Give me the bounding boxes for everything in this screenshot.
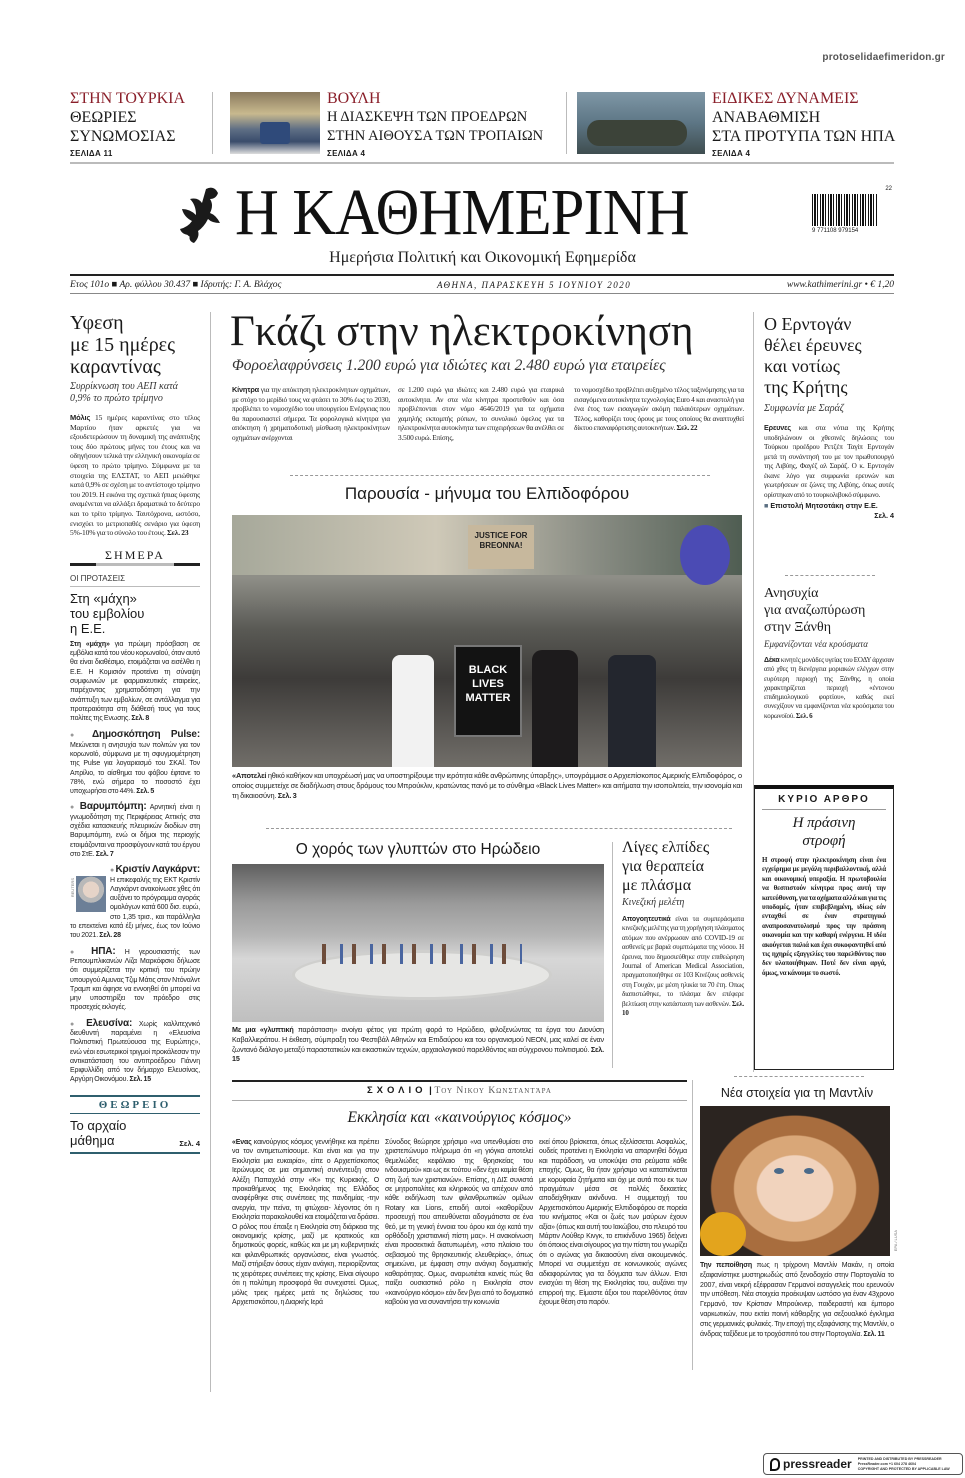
photo-credit: REUTERS [70,878,75,898]
blm-sign: BLACK LIVES MATTER [454,645,522,737]
teaser-title-line: ΣΤΗΝ ΑΙΘΟΥΣΑ ΤΩΝ ΤΡΟΠΑΙΩΝ [327,128,544,144]
headline-line: Ανησυχία [764,586,819,601]
brief-item[interactable]: ● Βαρυμπόμπη: Αρνητική είναι η γνωμοδότηση της Περιφέρειας Αττικής στα σχέδια κατασκευής πλευρικών διοδίων στη Βαρυμπόμπη, ενώ οι δήμοι της περιοχής ετοιμάζονται να προσφύγουν κατά του έργου στο ΣτΕ. Σελ. 7 [70,801,200,858]
main-col-3: το νομοσχέδιο προβλέπει αυξημένο τέλος ταξινόμησης για τα εισαγόμενα αυτοκίνητα τεχνολογίας Euro 4 και αναστολή για ένα έτος των εισαγωγών ακόμη παλαιότερων οχημάτων. Τέλος, καθορίζει τους όρους με τους οποίους θα αναπτυχθεί δίκτυο επαναφόρτισης αυτοκινήτων. Σελ. 22 [574,385,744,433]
headline-line: Λίγες ελπίδες [622,839,710,856]
barcode-number: 9 771108 979154 [812,228,859,234]
brief-item[interactable]: ● ΗΠΑ: Η γερουσιαστής των Ρεπουμπλικανών Λίζα Μαρκόφσκι δήλωσε ότι συμμερίζεται την κριτική του πρώην υπουργού Αμυνας Τζιμ Μάτις στον Ντόναλντ Τραμπ και άφησε να εννοηθεί ότι μπορεί να μην υποστηρίξει τον πρόεδρο στις προσεχείς εκλογές. [70,945,200,1012]
pressreader-logo-icon [770,1458,780,1471]
headline-line: της Κρήτης [764,377,848,397]
headline-line: Ο Ερντογάν [764,314,852,334]
bullet-icon: ● [70,1020,80,1028]
herodeion-photo [232,864,604,1022]
column-rule [210,312,211,1392]
headline-line: καραντίνας [70,356,161,378]
comment-title: Εκκλησία και «καινούργιος κόσμος» [347,1109,572,1126]
masthead-subtitle: Ημερήσια Πολιτική και Οικονομική Εφημερίδα [329,249,636,266]
teaser-2[interactable] [327,90,561,158]
divider [566,92,567,154]
simera-section [70,548,200,566]
comment-author: Του Νικου Κωνσταντάρα [434,1086,552,1096]
comment-section[interactable]: ΣΧΟΛΙΟ | Του Νικου Κωνσταντάρα Εκκλησία και «καινούργιος κόσμος» [232,1080,687,1128]
parliament-photo [230,92,320,154]
erdogan-story[interactable] [764,314,894,520]
pressreader-logo: pressreader [783,1457,852,1471]
teaser-3[interactable] [712,90,894,158]
news-briefs [70,730,200,1084]
issue-info: Ετος 101ο ■ Αρ. φύλλου 30.437 ■ Ιδρυτής: Γ. Α. Βλάχος [70,279,282,290]
story-deck: Κινεζική μελέτη [622,897,685,908]
protest-photo [232,515,742,767]
story-deck: Συρρίκνωση του ΑΕΠ κατά 0,9% το πρώτο τρίμηνο [70,381,178,404]
protest-caption: «Αποτελεί ηθικό καθήκον και υποχρέωσή μας να υποστηρίξουμε την ιερότητα κάθε ανθρώπινης ύπαρξης», υπογράμμισε ο Αρχιεπίσκοπος Αμερικής Ελπιδοφόρος, ο οποίος συμμετείχε σε διαδήλωση στους δρόμους του Μπρούκλιν, κρατώντας πανό με το σύνθημα «Black Lives Matter» και αιτήματα την ισοπολιτεία, την ισονομία και τη δικαιοσύνη. Σελ. 3 [232,771,742,800]
column-rule [692,1080,693,1370]
story-body: Απογοητευτικά είναι τα συμπεράσματα κινεζικής μελέτης για τη χορήγηση πλάσματος ατόμων που ανέρρωσαν από COVID-19 σε ασθενείς με βαριά συμπτώματα της νόσου. Η έρευνα, που δημοσιεύθηκε στην επιθεώρηση Journal of American Medical Association, πραγματοποιήθηκε σε 103 Κινέζους ασθενείς στη Γουχάν, με μέση ηλικία τα 70 έτη. Οπως διαπιστώθηκε, το πλάσμα δεν επέφερε βελτίωση στην κατάσταση των ασθενών. Σελ. 10 [622,915,744,1018]
brief-item[interactable]: ● Δημοσκόπηση Pulse: Μειώνεται η ανησυχία των πολιτών για τον κορωνοϊό, σύμφωνα με τη σφυγμομέτρηση της Pulse για λογαριασμό του ΣΚΑΪ. Τον Απρίλιο, το αίσθημα του φόβου έφτανε το 78%, ενώ σήμερα το ποσοστό έχει υποχωρήσει στο 44%. Σελ. 5 [70,729,200,796]
brief-item[interactable]: ● Ελευσίνα: Χωρίς καλλιτεχνικό διευθυντή παραμένει η «Ελευσίνα Πολιτιστική Πρωτεύουσα της Ευρώπης», ενώ νέοι εσωτερικοί τριγμοί προκάλεσαν την αντικατάσταση του αντιπροέδρου Γιάννη Εριφυλλίδη από τον δήμαρχο Ελευσίνας, Αργύρη Οικονόμου. Σελ. 15 [70,1017,200,1084]
lagarde-photo [76,876,106,912]
teaser-title-line: Η ΔΙΑΣΚΕΨΗ ΤΩΝ ΠΡΟΕΔΡΩΝ [327,109,528,125]
barcode-issue: 22 [885,186,892,192]
pressreader-line: COPYRIGHT AND PROTECTED BY APPLICABLE LAW [857,1466,950,1471]
theoreio-title-line: Το αρχαίο [70,1117,127,1133]
madeleine-body: Την πεποίθηση πως η τρίχρονη Μαντλίν Μακάν, η οποία εξαφανίστηκε μυστηριωδώς από ξενοδοχείο στην Πορτογαλία το 2007, είναι νεκρή εξέφρασαν Γερμανοί εισαγγελείς που ερευνούν την υπόθεση. Νέα στοιχεία προέκυψαν ωστόσο για έναν 43χρονο Γερμανό, τον Κρίστιαν Μπρούκνερ, παιδεραστή και έμπορο ναρκωτικών, που εκτίει ποινή κάθειρξης για σεξουαλικό έγκλημα στις γερμανικές φυλακές. Την εποχή της εξαφάνισης της Μαντλίν, ο άνδρας ταξίδευε με το τροχόσπιτό του στην Πορτογαλία. Σελ. 11 [700,1262,894,1338]
photo-story-headline: Παρουσία - μήνυμα του Ελπιδοφόρου [344,484,630,503]
headline-line: με 15 ημέρες [70,334,175,356]
headline-line: θέλει έρευνες [764,335,862,355]
related-link[interactable]: ■ Επιστολή Μητσοτάκη στην Ε.Ε. [764,501,878,510]
page-ref: Σελ. 4 [874,510,894,520]
comment-col-2: Σύνοδος θεώρησε χρήσιμο «να υπενθυμίσει στο χριστεπώνυμο πλήρωμα ότι «η γιόγκα αποτελεί θεμελιώδες κεφάλαιο της θρησκείας του ινδουισμού» και ως εκ τούτου «δεν έχει καμία θέση στη ζωή των χριστιανών». Επίσης, η ΔΙΣ συνιστά σε μητροπολίτες και κληρικούς να απέχουν από κάθε εκδήλωση των φιλανθρωπικών ομίλων Rotary και Lions, επειδή αυτοί «καθορίζουν προσευχή που απευθύνεται αδογμάτιστα σε ένα θεό, με τη γενική έννοια του όρου και όχι κατά την ορθόδοξη χριστιανική πίστη μας». Η ανακοίνωση είναι προσεκτικά διατυπωμένη, «στο πλαίσιο του σεβασμού της θρησκευτικής ελευθερίας», όπως σημειώνει, με έμφαση στην ανάγκη δογματικής καθαρότητας. Ομως, αναρωτιέται κανείς πώς θα παίξει ουσιαστικό ρόλο η Εκκλησία στον «καινούργιο κόσμο» εάν δεν βγει από το δογματικό καβούκι για να συναντήσει την κοινωνία [385,1139,533,1306]
teaser-page: ΣΕΛΙΔΑ 4 [327,149,366,158]
comment-col-1: «Ενας καινούργιος κόσμος γεννήθηκε και πρέπει να τον αντιμετωπίσουμε. Και είναι και για την Εκκλησία μια ευκαιρία», είπε ο Αρχιεπίσκοπος Ιερώνυμος σε μια σημαντική συνέντευξη στον Αλέξη Παπαχελά στην «Κ» της Κυριακής. Ο προκαθήμενος της Εκκλησίας της Ελλάδος αναφέρθηκε στις συνέπειες της πανδημίας -την ανεργία, την πείνα, τη φτώχεια- λέγοντας ότι η Εκκλησία παρακολουθεί και ετοιμάζεται να δράσει. Ο ρόλος που έπαιξε η Εκκλησία στη διάρκεια της οικονομικής κρίσης, μαζί με κρατικούς και δημοτικούς φορείς, καθώς και με μη κυβερνητικές και φιλανθρωπικές οργανώσεις, είναι γνωστός. Μαζί στήριξαν όσους είχαν ανάγκη, περιορίζοντας τις χειρότερες συνέπειες της κρίσης. Είναι σίγουρο ότι η πολύτιμη προσφορά θα συνεχιστεί. Ομως, μόλις τρεις ημέρες μετά τις δηλώσεις του Αρχιεπισκόπου, η Διαρκής Ιερά [232,1139,379,1306]
page-ref: Σελ. 4 [179,1138,200,1148]
section-divider [734,1076,864,1077]
pressreader-line: PressReader.com +1 604 278 4604 [857,1461,916,1466]
plasma-story[interactable] [622,838,744,1018]
left-column [70,312,200,1402]
theoreio-title-line: μάθημα [70,1132,115,1148]
comment-col-3: εκεί όπου βρίσκεται, όπως εξελίσσεται. Ασφαλώς, ουδείς προτείνει η Εκκλησία να απαρνηθεί δόγμα και παράδοση, να υποκύψει στα ρεύματα κάθε εποχής. Ομως, θα ήταν χρήσιμο να καταπιάνεται με κορυφαία ζητήματα και όχι με αυτά που εκ των πραγμάτων μέσα σε πολλές δεκαετίες αποδείχθηκαν ακίνδυνα. Η συμμετοχή του Αρχιεπισκόπου Αμερικής Ελπιδοφόρου σε πορεία του κινήματος «Και οι ζωές των μαύρων έχουν αξία» (όπως και αυτή του Ιακώβου, στο πλευρό του Μάρτιν Λούθερ Κινγκ, το επικίνδυνο 1965) δείχνει ότι όποιος είναι σίγουρος για την πίστη του γνωρίζει ότι ο αγώνας για δικαιοσύνη είναι οικουμενικός. Μπορεί να συμμετέχει σε κοινωνικούς αγώνες αδιαφορώντας για τα δόγματα των άλλων. Ετσι ενισχύει τη θέση της Εκκλησίας του, αυξάνει την επιρροή της. Είμαστε άξιοι του παρελθόντος όταν έχουμε θέση στο παρόν. [539,1139,688,1306]
madeleine-headline: Νέα στοιχεία για τη Μαντλίν [700,1085,894,1101]
barcode [812,186,892,238]
editorial-label: ΚΥΡΙΟ ΑΡΘΡΟ [778,794,870,805]
protest-sign: JUSTICE FOR BREONNA! [468,525,534,569]
bullet-icon: ● [70,948,82,956]
section-divider [266,828,732,829]
teaser-title-line: ΑΝΑΒΑΘΜΙΣΗ [712,109,821,126]
masthead-title: Η ΚΑΘΗΜΕΡΙΝΗ [235,176,689,249]
teaser-title-line: ΣΤΑ ΠΡΟΤΥΠΑ ΤΩΝ ΗΠΑ [712,128,896,145]
headline-line: Στη «μάχη» [70,590,137,606]
bullet-icon: ● [110,867,115,875]
story-body: Ερευνες και στα νότια της Κρήτης υποδηλώνουν οι χθεσινές δηλώσεις του Τούρκου προέδρου Ρετζέπ Ταγίπ Ερντογάν μετά τη συνάντησή του με τον πρωθυπουργό της Λιβύης, Φαγέζ αλ Σαράζ. Ο κ. Ερντογάν έκανε λόγο για συμφωνία ερευνών και γεωτρήσεων σε ζώνες της Λιβύης, όπως αυτές ορίστηκαν από το τουρκολιβυκό σύμφωνο. [764,423,894,499]
teaser-page: ΣΕΛΙΔΑ 4 [712,149,751,158]
theoreio-section[interactable] [70,1095,200,1154]
pressreader-line: PRINTED AND DISTRIBUTED BY PRESSREADER [857,1456,942,1461]
main-col-1: Κίνητρα για την απόκτηση ηλεκτροκίνητων οχημάτων, με στόχο το μερίδιό τους να φτάσει το 30% έως το 2030, προβλέπει το νομοσχέδιο του υπουργείου Ενέργειας που θα παρουσιαστεί σήμερα. Τα φορολογικά κίνητρα για απόκτηση ή χρηματοδοτική μίσθωση ηλεκτροκίνητων οχημάτων ανέρχονται [232,385,390,442]
headline-line: με πλάσμα [622,877,692,894]
griffin-logo-icon [176,183,228,245]
teaser-bottom-rule [70,162,894,164]
column-rule [612,842,613,1068]
section-divider [785,575,875,576]
teaser-kicker: ΒΟΥΛΗ [327,90,381,107]
divider [212,92,213,154]
story-deck: Συμφωνία με Σαράζ [764,403,844,414]
teaser-title-line: ΣΥΝΩΜΟΣΙΑΣ [70,128,176,145]
brief-item[interactable]: ● Κριστίν Λαγκάρντ: Η επικεφαλής της ΕΚΤ Κριστίν Λαγκάρντ ανακοίνωσε χθες ότι αυξάνει το πρόγραμμα αγοράς ομολόγων κατά 600 δισ. ευρώ, στο 1,35 τρισ., και παράλληλα το επεκτείνει κατά έξι μήνες, έως τον Ιούνιο του 2021. Σελ. 28 REUTERS [70,864,200,940]
comment-label: ΣΧΟΛΙΟ [366,1085,427,1096]
editorial-title-line: στροφή [802,833,846,849]
bullet-icon: ● [70,804,77,812]
section-band: ΘΕΩΡΕΙΟ [98,1098,172,1111]
story-body: Μόλις 15 ημέρες καραντίνας στο τέλος Μαρτίου ήταν αρκετές για να εξουδετερώσουν τη δυναμική της ανάπτυξης τους δύο πρώτους μήνες του έτους και να οδηγήσουν τελικά την ελληνική οικονομία σε ύφεση το πρώτο τρίμηνο. Σύμφωνα με τα στοιχεία της ΕΛΣΤΑΤ, το ΑΕΠ μειώθηκε κατά 0,9% σε σχέση με το αντίστοιχο τρίμηνο του 2019. Η εικόνα της σχετικά ήπιας ύφεσης αναμένεται να αλλάξει δραματικά το δεύτερο και το τρίτο τρίμηνο. Ταυτόχρονα, ωστόσο, ενισχύει το μετριοπαθές σενάριο για ύφεση 5%-10% για το σύνολο του έτους. Σελ. 23 [70,413,200,538]
main-headline[interactable]: Γκάζι στην ηλεκτροκίνηση [230,308,694,355]
teaser-page: ΣΕΛΙΔΑ 11 [70,149,113,158]
story-body: Στη «μάχη» για πρώιμη πρόσβαση σε εμβόλια κατά του νέου κορωνοϊού, όταν αυτό θα είναι διαθέσιμο, ετοιμάζεται να εισέλθει η Ε.Ε. Η Κομισιόν προτείνει τη σύναψη συμφωνιών με φαρμακευτικές εταιρείες, παρέχοντας χρηματοδότηση για την ανάπτυξη των εμβολίων, σε αντάλλαγμα για προτεραιότητα στη διάθεσή τους για τους πολίτες της Ενωσης. Σελ. 8 [70,640,200,723]
main-col-2: σε 1.200 ευρώ για ιδιώτες και 2.480 ευρώ για εταιρικά αυτοκίνητα. Αν στα νέα κίνητρα προστεθούν και όσα προβλέπονται στον νόμο 4646/2019 για τα οχήματα χαμηλής εκπομπής ρύπων, το συνολικό όφελος για τα ηλεκτροκίνητα αυτοκίνητα των επιχειρήσεων θα ανέλθει σε 3.500 ευρώ. Επίσης, [398,385,564,442]
headline-line: η Ε.Ε. [70,620,106,636]
special-forces-photo [577,92,705,154]
xanthi-story[interactable] [764,585,894,721]
bullet-icon: ● [70,732,83,740]
section-kicker: ΟΙ ΠΡΟΤΑΣΕΙΣ [70,574,200,587]
headline-line: του εμβολίου [70,605,145,621]
masthead-infobar [70,274,894,294]
teaser-kicker: ΕΙΔΙΚΕΣ ΔΥΝΑΜΕΙΣ [712,90,859,107]
headline-line: για αναζωπύρωση [764,603,866,618]
pressreader-badge[interactable] [763,1453,963,1475]
page-ref: Σελ. 23 [166,528,189,538]
issue-date: ΑΘΗΝΑ, ΠΑΡΑΣΚΕΥΗ 5 ΙΟΥΝΙΟΥ 2020 [436,279,632,290]
headline-line: στην Ξάνθη [764,620,832,635]
main-deck: Φοροελαφρύνσεις 1.200 ευρώ για ιδιώτες και 2.480 ευρώ για εταιρείες [232,357,666,374]
recession-story[interactable] [70,312,200,538]
story-body: Δέκα κινητές μονάδες υγείας του ΕΟΔΥ άρχισαν από χθες τη διενέργεια μοριακών ελέγχων στην ευρύτερη περιοχή της Ξάνθης, η οποία χαρακτηρίζεται περιοχή «έντονου επιδημιολογικού φορτίου», καθώς εκεί συνεχίζουν να εμφανίζονται νέα κρούσματα του κορωνοϊού. Σελ. 6 [764,656,894,720]
teaser-1[interactable] [70,90,208,158]
headline-line: Υφεση [70,312,124,334]
teaser-title-line: ΘΕΩΡΙΕΣ [70,109,137,126]
site-watermark: protoselidaefimeridon.gr [822,52,945,63]
madeleine-photo [700,1106,890,1256]
website-price: www.kathimerini.gr • € 1,20 [786,279,894,290]
photo-credit: EPA / LUSA [893,1230,898,1252]
teaser-kicker: ΣΤΗΝ ΤΟΥΡΚΙΑ [70,90,186,107]
section-band: ΣΗΜΕΡΑ [105,547,165,562]
vaccine-story[interactable] [70,574,200,724]
editorial-box[interactable] [754,785,894,1070]
editorial-title-line: Η πράσινη [792,815,856,831]
herodeion-caption: Με μια «γλυπτική παράσταση» ανοίγει φέτος για πρώτη φορά το Ηρώδειο, φιλοξενώντας τα έργα του Διονύση Καβαλλιεράτου. Η έκθεση, σύμπραξη του Φεστιβάλ Αθηνών και Επιδαύρου και του οργανισμού NEON, μας καλεί σε έναν ζωντανό διάλογο μεταξύ παραστατικών και εικαστικών τεχνών, αρχαιολογικού παρελθόντος και σύγχρονου πολιτισμού. Σελ. 15 [232,1025,604,1064]
editorial-body: Η στροφή στην ηλεκτροκίνηση είναι ένα εγχείρημα με μεγάλη περιβαλλοντική, αλλά και οικονομική υπεραξία. Η πρωτοβουλία να θεσπιστούν κίνητρα προς αυτή την κατεύθυνση, για τα οχήματα αλλά και για τις υποδομές, ήταν επιβεβλημένη, ιδίως εάν ενταχθεί σε έναν στρατηγικό αναπροσανατολισμό προς την πράσινη οικονομία και την καθαρή ενέργεια. Η ιδέα ακούγεται παλιά και έχει συκοφαντηθεί από τις ηχηρές εξαγγελίες του παρελθόντος που δεν υλοποιήθηκαν. Ποτέ δεν είναι αργά, όμως, να κάνουμε το σωστό. [762,856,886,977]
section-divider [290,475,710,476]
story-deck: Εμφανίζονται νέα κρούσματα [764,639,868,649]
headline-line: για θεραπεία [622,858,704,875]
square-bullet-icon: ■ [764,501,769,510]
herodeion-headline: Ο χορός των γλυπτών στο Ηρώδειο [295,841,541,858]
headline-line: και νοτίως [764,356,840,376]
